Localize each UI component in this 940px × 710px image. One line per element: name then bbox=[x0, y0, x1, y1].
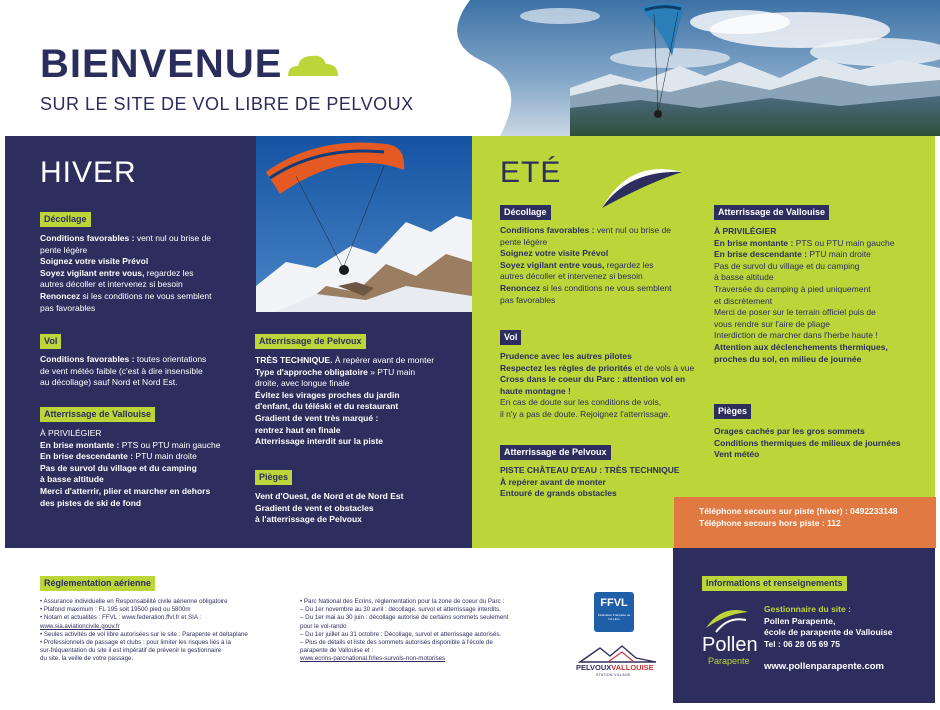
page-title: BIENVENUE bbox=[40, 42, 283, 86]
hiver-decollage-tag: Décollage bbox=[40, 212, 91, 227]
ffvl-logo-text: FFVL bbox=[600, 597, 628, 609]
paraglider-wing-icon bbox=[600, 164, 684, 210]
ete-title: ETÉ bbox=[500, 156, 562, 189]
page-subtitle: SUR LE SITE DE VOL LIBRE DE PELVOUX bbox=[40, 94, 414, 114]
hiver-photo bbox=[256, 136, 472, 312]
pollen-website-link[interactable]: www.pollenparapente.com bbox=[764, 661, 885, 672]
pelvoux-mountain-icon bbox=[578, 644, 658, 664]
ecrins-link[interactable]: www.ecrins-parcnational.fr/les-survols-non-motorises bbox=[300, 655, 446, 663]
hiver-vol-tag: Vol bbox=[40, 334, 61, 349]
ete-decollage-tag: Décollage bbox=[500, 205, 551, 220]
ete-pieges-text: Orages cachés par les gros sommets Conditions thermiques de milieux de journées Vent météo bbox=[714, 426, 901, 460]
pollen-brand: Pollen bbox=[702, 634, 758, 656]
cloud-icon bbox=[286, 50, 340, 78]
ete-vallouise-tag: Atterrissage de Vallouise bbox=[714, 205, 829, 220]
header-photo bbox=[440, 0, 940, 136]
ete-vol-text: Prudence avec les autres pilotes Respectez les règles de priorités et de vols à vue Cross dans le coeur du Parc : attention vol en haute montagne ! En cas de doute sur les conditions de vols, il n'y a pas de doute. Rejoignez l'atterrissage. bbox=[500, 351, 695, 419]
ete-vol-tag: Vol bbox=[500, 330, 521, 345]
hiver-pelvoux-tag: Atterrissage de Pelvoux bbox=[255, 334, 366, 349]
pelvoux-vallouise-sub: STATION VILLAGE bbox=[596, 673, 631, 677]
ffvl-logo bbox=[594, 592, 634, 632]
ete-pelvoux-tag: Atterrissage de Pelvoux bbox=[500, 445, 611, 460]
hiver-pieges-tag: Pièges bbox=[255, 470, 292, 485]
hiver-title: HIVER bbox=[40, 156, 137, 189]
hiver-vallouise-text: À PRIVILÉGIER En brise montante : PTS ou PTU main gauche En brise descendante : PTU main droite Pas de survol du village et du camping à basse altitude Merci d'atterrir, plier et marcher en dehors des pistes de ski de fond bbox=[40, 428, 221, 508]
hiver-vol-text: Conditions favorables : toutes orientations de vent météo faible (c'est à dire insensible au décollage) sauf Nord et Nord Est. bbox=[40, 354, 207, 388]
ffvl-logo-sub: Fédération Française de Vol Libre bbox=[597, 613, 631, 621]
secours-piste-phone[interactable]: Téléphone secours sur piste (hiver) : 0492233148 bbox=[699, 506, 898, 516]
hiver-vallouise-tag: Atterrissage de Vallouise bbox=[40, 407, 155, 422]
reglementation-col-2: • Parc National des Ecrins, réglementation pour la zone de coeur du Parc : – Du 1er novembre au 30 avril : décollage, survol et atterrissage interdits. – Du 1er mai au 30 juin : décollage autorisé de certains sommets seulement pour le vol-rando – Du 1er juillet au 31 octobre : Décollage, survol et atterrissage autorisés. – Plus de détails et liste des sommets autorisés disponible à l'école de parapente de Vallouise et : www.ecrins-parcnational.fr/les-survols-non-motorises bbox=[300, 598, 509, 663]
pollen-phone[interactable]: Tel : 06 28 05 69 75 bbox=[764, 638, 840, 649]
pollen-wing-icon bbox=[702, 604, 752, 634]
ete-pieges-tag: Pièges bbox=[714, 404, 751, 419]
hiver-pelvoux-text: TRÈS TECHNIQUE. À repérer avant de monter Type d'approche obligatoire » PTU main droite, avec longue finale Évitez les virages proches du jardin d'enfant, du téléski et du restaurant Gradient de vent très marqué : rentrez haut en finale Atterrissage interdit sur la piste bbox=[255, 355, 435, 447]
secours-box bbox=[674, 497, 936, 548]
reglementation-col-1: • Assurance individuelle en Responsabilité civile aérienne obligatoire • Plafond maximum : FL 195 soit 19500 pied ou 5800m • Notam et actualités : FFVL : www.federation.ffvl.fr et SIA : www.sia.aviationcivile.gouv.fr • Seules activités de vol libre autorisées sur le site : Parapente et deltaplane • Professionnels de passage et clubs : pour limiter les risques liés à la sur-fréquentation du site il est impératif de prévenir le gestionnaire du site, la veille de votre passage. bbox=[40, 598, 248, 663]
ete-pelvoux-text: PISTE CHÂTEAU D'EAU : TRÈS TECHNIQUE À repérer avant de monter Entouré de grands obstacles bbox=[500, 465, 680, 499]
ete-vallouise-text: À PRIVILÉGIER En brise montante : PTS ou PTU main gauche En brise descendante : PTU main droite Pas de survol du village et du camping à basse altitude Traversée du camping à pied uniquement et discrètement Merci de poser sur le terrain officiel puis de vous rendre sur l'aire de pliage Interdiction de marcher dans l'herbe haute ! Attention aux déclenchements thermiques, proches du sol, en milieu de journée bbox=[714, 226, 895, 364]
secours-hors-piste-phone[interactable]: Téléphone secours hors piste : 112 bbox=[699, 518, 841, 528]
sia-link[interactable]: www.sia.aviationcivile.gouv.fr bbox=[40, 622, 120, 630]
hiver-pieges-text: Vent d'Ouest, de Nord et de Nord Est Gradient de vent et obstacles à l'atterrissage de Pelvoux bbox=[255, 491, 404, 525]
pelvoux-vallouise-logo: PELVOUXVALLOUISE bbox=[576, 663, 654, 672]
ete-decollage-text: Conditions favorables : vent nul ou brise de pente légère Soignez votre visite Prévol Soyez vigilant entre vous, regardez les autres décoller et intervenez si besoin Renoncez si les conditions ne vous semblent pas favorables bbox=[500, 225, 672, 305]
hiver-decollage-text: Conditions favorables : vent nul ou brise de pente légère Soignez votre visite Prévol Soyez vigilant entre vous, regardez les autres décoller et intervenez si besoin Renoncez si les conditions ne vous semblent pas favorables bbox=[40, 233, 212, 313]
info-tag: Informations et renseignements bbox=[702, 576, 847, 591]
reglementation-tag: Réglementation aérienne bbox=[40, 576, 155, 591]
pollen-brand-sub: Parapente bbox=[708, 656, 750, 666]
gestionnaire-info: Gestionnaire du site : Pollen Parapente, école de parapente de Vallouise Tel : 06 28 05 69 75 bbox=[764, 604, 932, 650]
